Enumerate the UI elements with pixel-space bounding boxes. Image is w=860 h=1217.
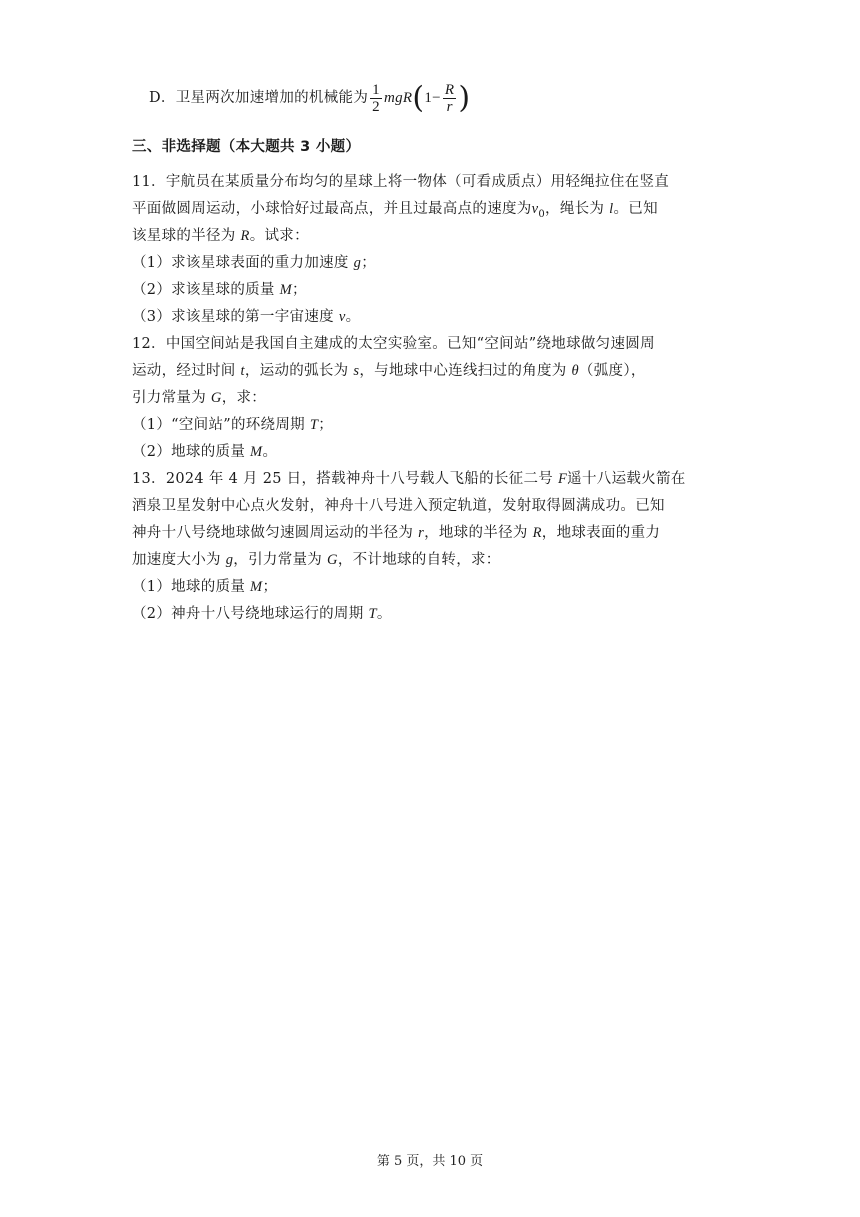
q11-part-2: （2）求该星球的质量 M； (132, 282, 307, 298)
q12-line-3: 引力常量为 G，求： (132, 390, 267, 406)
mechanical-energy-formula: $\frac{1}{2}$ mgR(1− $\frac{R}{r}$ ) (372, 80, 471, 116)
section-heading: 三、非选择题（本大题共 3 小题） (132, 139, 361, 155)
q13-line-2: 酒泉卫星发射中心点火发射，神舟十八号进入预定轨道，发射取得圆满成功。已知 (132, 498, 665, 514)
page-footer: 第 5 页，共 10 页 (376, 1154, 484, 1169)
fraction-R-over-r: $\frac{R}{r}$ (444, 82, 455, 116)
q11-line-2: 平面做圆周运动，小球恰好过最高点，并且过最高点的速度为$v_0$，绳长为 l。已知 (132, 201, 658, 220)
q12-part-1: （1）“空间站”的环绕周期 T； (132, 417, 334, 433)
q13-line-4: 加速度大小为 g，引力常量为 G，不计地球的自转，求： (132, 552, 501, 568)
q12-part-2: （2）地球的质量 M。 (132, 444, 278, 460)
q11-part-1: （1）求该星球表面的重力加速度 g； (132, 255, 377, 271)
q13-part-2: （2）神舟十八号绕地球运行的周期 T。 (132, 606, 392, 622)
q13-line-3: 神舟十八号绕地球做匀速圆周运动的半径为 r，地球的半径为 R，地球表面的重力 (132, 525, 661, 541)
q11-line-1: 11．宇航员在某质量分布均匀的星球上将一物体（可看成质点）用轻绳拉住在竖直 (132, 174, 670, 190)
option-d-label: D．卫星两次加速增加的机械能为 (149, 90, 369, 106)
q12-line-2: 运动，经过时间 t，运动的弧长为 s，与地球中心连线扫过的角度为 θ（弧度）， (132, 363, 646, 379)
q13-part-1: （1）地球的质量 M； (132, 579, 278, 595)
q11-line-3: 该星球的半径为 R。试求： (132, 228, 309, 244)
q13-line-1: 13．2024 年 4 月 25 日，搭载神舟十八号载人飞船的长征二号 F遥十八运载火箭在 (132, 471, 686, 487)
q11-part-3: （3）求该星球的第一宇宙速度 v。 (132, 309, 361, 325)
option-d (149, 80, 749, 116)
q12-line-1: 12．中国空间站是我国自主建成的太空实验室。已知“空间站”绕地球做匀速圆周 (132, 336, 655, 352)
fraction-half: $\frac{1}{2}$ (372, 82, 380, 116)
